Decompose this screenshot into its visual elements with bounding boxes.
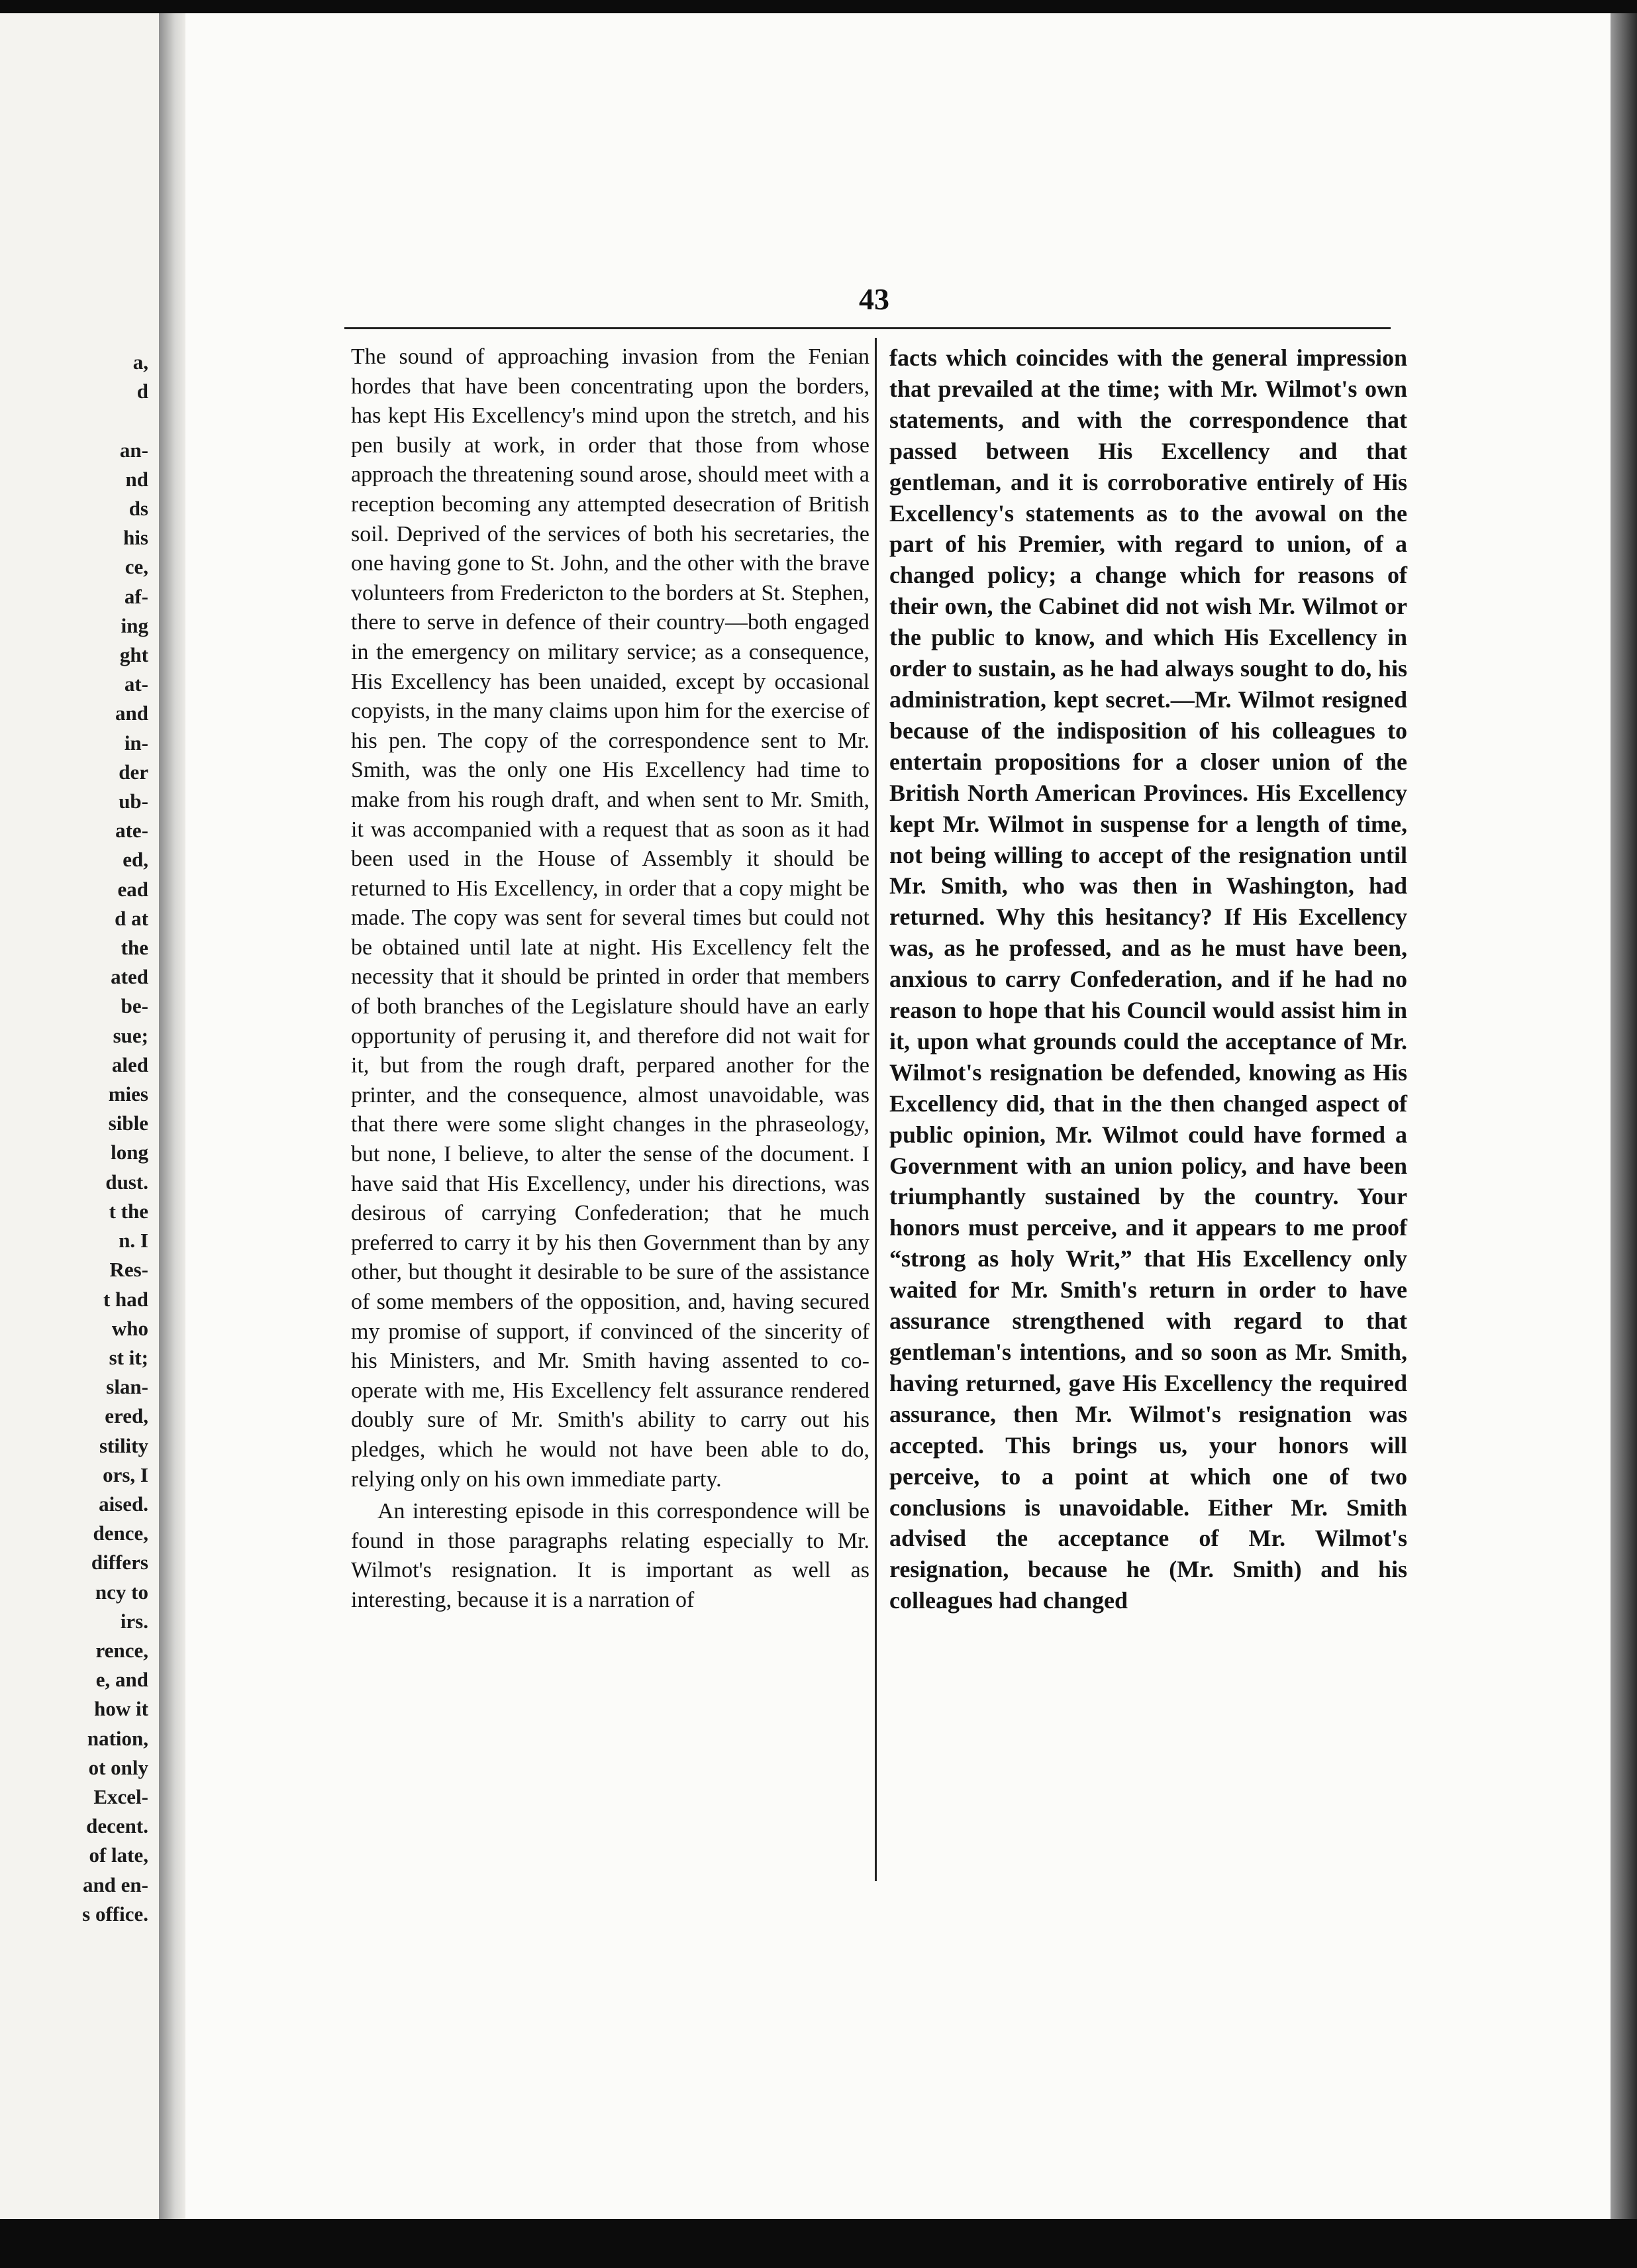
text-fragment: ead: [117, 877, 148, 901]
text-fragment: irs.: [120, 1609, 148, 1633]
text-fragment: in-: [124, 731, 148, 754]
text-fragment: d: [136, 380, 148, 403]
text-fragment: aled: [111, 1053, 148, 1076]
text-fragment: his: [123, 526, 148, 550]
book-gutter: [159, 13, 185, 2219]
text-fragment: ated: [111, 965, 148, 989]
text-fragment: ncy to: [95, 1580, 148, 1604]
text-fragment: nd: [125, 467, 148, 491]
text-fragment: Res-: [109, 1258, 148, 1282]
text-fragment: stility: [99, 1433, 148, 1457]
text-fragment: differs: [91, 1551, 148, 1574]
text-fragment: of late,: [89, 1843, 148, 1867]
text-fragment: ds: [128, 497, 148, 521]
text-fragment: der: [119, 760, 148, 784]
text-fragment: af-: [124, 584, 148, 608]
text-fragment: ed,: [123, 848, 148, 872]
text-fragment: nation,: [87, 1726, 148, 1750]
text-fragment: e, and: [95, 1668, 148, 1692]
text-fragment: rence,: [95, 1638, 148, 1662]
text-fragment: [82, 406, 148, 435]
text-fragment: aised.: [99, 1492, 148, 1516]
text-fragment: ce,: [124, 555, 148, 579]
text-fragment: ate-: [115, 819, 148, 843]
text-fragment: and en-: [82, 1873, 148, 1896]
text-fragment: ing: [121, 613, 148, 637]
text-fragment: ght: [119, 643, 148, 667]
text-fragment: be-: [121, 994, 148, 1018]
text-fragment: t the: [109, 1199, 148, 1223]
header-rule: [344, 327, 1391, 329]
text-fragment: and: [115, 701, 148, 725]
text-fragment: st it;: [109, 1345, 148, 1369]
text-fragment: sue;: [113, 1023, 148, 1047]
column-divider: [875, 338, 877, 1881]
text-fragment: who: [111, 1316, 148, 1340]
left-column: [351, 342, 869, 1616]
text-fragment: ub-: [119, 790, 148, 813]
text-fragment: Excel-: [93, 1784, 148, 1808]
text-fragment: dust.: [105, 1170, 148, 1194]
text-fragment: ot only: [88, 1755, 148, 1779]
page-edge-shadow: [1611, 13, 1637, 2219]
text-fragment: ered,: [105, 1404, 148, 1428]
text-fragment: a,: [132, 350, 148, 374]
text-fragment: ors, I: [103, 1463, 148, 1486]
text-fragment: t had: [103, 1287, 148, 1311]
text-fragment: mies: [108, 1082, 148, 1106]
text-fragment: s office.: [82, 1902, 148, 1926]
body-paragraph: An interesting episode in this correspondence will be found in those paragraphs relating especially to Mr. Wilmot's resignation. It is important as well as interesting, because it is a narration of: [351, 1499, 869, 1612]
facing-page-text-fragments: [82, 348, 148, 1929]
body-paragraph: The sound of approaching invasion from the Fenian hordes that have been concentrating upon the borders, has kept His Excellency's mind upon the stretch, and his pen busily at work, in order that those from whose approach the threatening sound arose, should meet with a reception becoming any attempted desecration of British soil. Deprived of the services of both his secretaries, the one having gone to St. John, and the other with the brave volunteers from Fredericton to the borders at St. Stephen, there to serve in defence of their country—both engaged in the emergency on military service; as a consequence, His Excellency has been unaided, except by occasional copyists, in the many claims upon him for the exercise of his pen. The copy of the correspondence sent to Mr. Smith, was the only one His Excellency had time to make from his rough draft, and when sent to Mr. Smith, it was accompanied with a request that as soon as it had been used in the House of Assembly it should be returned to His Excellency, in order that a copy might be made. The copy was sent for several times but could not be obtained until late at night. His Excellency felt the necessity that it should be printed in order that members of both branches of the Legislature should have an early opportunity of perusing it, and therefore did not wait for it, but from the rough draft, perpared another for the printer, and the consequence, almost unavoidable, was that there were some slight changes in the phraseology, but none, I believe, to alter the sense of the document. I have said that His Excellency, under his directions, was desirous of carrying Confederation; that he much preferred to carry it by his then Government than by any other, but thought it desirable to be sure of the assistance of some members of the opposition, and, having secured my promise of support, if convinced of the sincerity of his Ministers, and Mr. Smith having assented to co-operate with me, His Excellency felt assurance rendered doubly sure of Mr. Smith's ability to carry out his pledges, which he would not have been able to do, relying only on his own immediate party.: [351, 344, 869, 1492]
text-fragment: dence,: [93, 1521, 148, 1545]
text-fragment: decent.: [86, 1814, 148, 1838]
text-fragment: long: [111, 1141, 148, 1164]
text-fragment: an-: [119, 438, 148, 462]
text-fragment: the: [121, 936, 148, 960]
text-fragment: d at: [115, 906, 148, 930]
facing-page: [0, 13, 159, 2219]
right-column: [889, 342, 1407, 1616]
text-fragment: at-: [124, 672, 148, 696]
page-number: 43: [859, 282, 889, 316]
text-fragment: sible: [108, 1111, 148, 1135]
text-fragment: how it: [94, 1697, 148, 1721]
text-fragment: slan-: [106, 1375, 148, 1399]
body-paragraph: facts which coincides with the general impression that prevailed at the time; with Mr. Wilmot's own statements, and with the correspondence that passed between His Excellency and that gentleman, and it is corroborative entirely of His Excellency's statements as to the avowal on the part of his Premier, with regard to union, of a changed policy; a change which for reasons of their own, the Cabinet did not wish Mr. Wilmot or the public to know, and which His Excellency in order to sustain, as he had always sought to do, his administration, kept secret.—Mr. Wilmot resigned because of the indisposition of his colleagues to entertain propositions for a closer union of the British North American Provinces. His Excellency kept Mr. Wilmot in suspense for a length of time, not being willing to accept of the resignation until Mr. Smith, who was then in Washington, had returned. Why this hesitancy? If His Excellency was, as he professed, and as he must have been, anxious to carry Confederation, and if he had no reason to hope that his Council would assist him in it, upon what grounds could the acceptance of Mr. Wilmot's resignation be defended, knowing as His Excellency did, that in the then changed aspect of public opinion, Mr. Wilmot could have formed a Government with an union policy, and have been triumphantly sustained by the country. Your honors must perceive, and it appears to me proof “strong as holy Writ,” that His Excellency only waited for Mr. Smith's return in order to have assurance strengthened with regard to that gentleman's intentions, and so soon as Mr. Smith, having returned, gave His Excellency the required assurance, then Mr. Wilmot's resignation was accepted. This brings us, your honors will perceive, to a point at which one of two conclusions is unavoidable. Either Mr. Smith advised the acceptance of Mr. Wilmot's resignation, because he (Mr. Smith) and his colleagues had changed: [889, 344, 1407, 1614]
text-fragment: n. I: [119, 1229, 148, 1253]
